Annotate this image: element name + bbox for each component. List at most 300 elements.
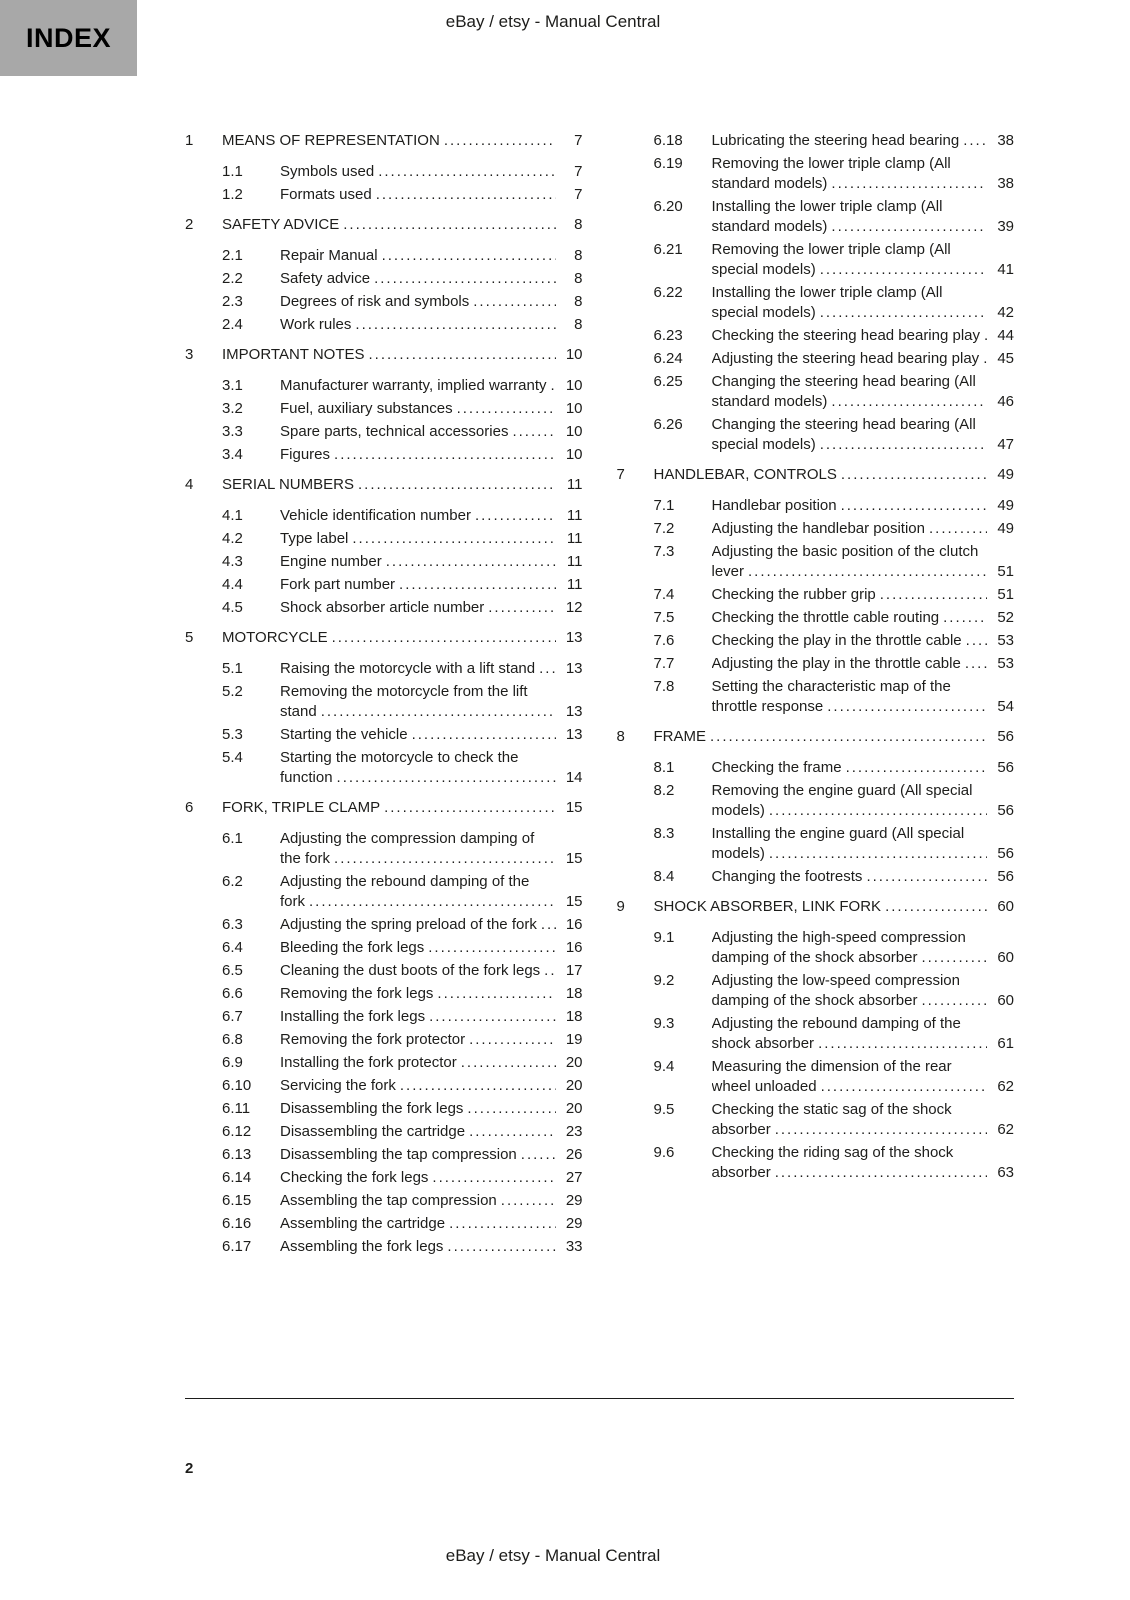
dot-leader: [354, 475, 556, 495]
toc-entry-title-text: FRAME: [653, 728, 706, 745]
toc-entry-page: 29: [565, 1192, 583, 1209]
toc-entry-title-text: Adjusting the spring preload of the fork: [280, 916, 537, 933]
dot-leader: [378, 246, 556, 266]
toc-entry: [185, 725, 583, 745]
dot-leader: [328, 628, 556, 648]
dot-leader: [305, 892, 555, 912]
toc-entry-number: 6.21: [653, 241, 683, 258]
toc-entry-number: 6.10: [222, 1077, 252, 1094]
toc-entry-row: [280, 1168, 583, 1188]
toc-entry-title: [280, 1122, 556, 1142]
dot-leader: [842, 758, 987, 778]
toc-entry: [617, 1014, 1015, 1054]
toc-entry-title-text: Adjusting the compression damping of the fork: [280, 830, 535, 867]
toc-entry-title: [712, 372, 988, 412]
toc-entry-row: [712, 131, 1015, 151]
toc-entry-number: 6.19: [653, 155, 683, 172]
dot-leader: [382, 552, 556, 572]
toc-entry-row: [280, 269, 583, 289]
toc-entry-row: [280, 529, 583, 549]
toc-entry-number: 2.2: [222, 270, 243, 287]
dot-leader: [817, 1077, 987, 1097]
toc-entry-title-text: Assembling the fork legs: [280, 1238, 444, 1255]
toc-entry: [617, 1100, 1015, 1140]
toc-entry: [617, 608, 1015, 628]
dot-leader: [744, 562, 987, 582]
toc-entry-page: 8: [574, 270, 583, 287]
toc-entry: [185, 938, 583, 958]
toc-entry-title-text: Work rules: [280, 316, 352, 333]
toc-entry-row: [280, 1076, 583, 1096]
toc-entry-number: 6.14: [222, 1169, 252, 1186]
toc-entry-page: 8: [574, 293, 583, 310]
toc-entry: [617, 519, 1015, 539]
toc-entry-title: [280, 506, 556, 526]
toc-entry-title: [712, 1014, 988, 1054]
toc-entry-row: [280, 376, 583, 396]
toc-entry-page: 20: [565, 1077, 583, 1094]
toc-entry-number: 7.6: [653, 632, 675, 649]
toc-entry-title: [222, 215, 556, 235]
toc-entry-title-text: Raising the motorcycle with a lift stand: [280, 660, 536, 677]
toc-entry: [185, 131, 583, 151]
toc-entry-title-text: Removing the engine guard (All special models): [711, 782, 973, 819]
toc-entry-title-text: Safety advice: [280, 270, 371, 287]
dot-leader: [330, 849, 555, 869]
toc-entry: [185, 1214, 583, 1234]
toc-entry-row: [280, 552, 583, 572]
toc-entry-title: [280, 659, 556, 679]
toc-entry-title-text: Cleaning the dust boots of the fork legs: [280, 962, 541, 979]
toc-entry: [185, 376, 583, 396]
toc-entry: [185, 292, 583, 312]
toc-entry-row: [280, 506, 583, 526]
toc-entry-number: 6.8: [222, 1031, 243, 1048]
toc-entry-page: 13: [565, 726, 583, 743]
dot-leader: [443, 1237, 555, 1257]
toc-entry-number: 6.16: [222, 1215, 252, 1232]
toc-entry-row: [712, 928, 1015, 968]
toc-entry-number: 2.3: [222, 293, 243, 310]
toc-entry-title: [654, 727, 988, 747]
dot-leader: [372, 185, 556, 205]
toc-entry: [185, 475, 583, 495]
toc-entry-title: [712, 1057, 988, 1097]
toc-entry-number: 6.22: [653, 284, 683, 301]
toc-entry-number: 6.6: [222, 985, 243, 1002]
dot-leader: [535, 659, 555, 679]
toc-entry-page: 56: [997, 868, 1014, 885]
toc-entry-number: 7.5: [653, 609, 675, 626]
toc-entry-row: [280, 162, 583, 182]
toc-entry: [185, 1053, 583, 1073]
toc-entry: [185, 682, 583, 722]
toc-entry-title-text: HANDLEBAR, CONTROLS: [653, 466, 837, 483]
toc-entry-number: 7.1: [653, 497, 675, 514]
toc-entry-title: [712, 971, 988, 1011]
toc-entry: [185, 659, 583, 679]
toc-entry-row: [712, 1143, 1015, 1183]
toc-entry-title: [712, 585, 988, 605]
toc-entry-number: 6.13: [222, 1146, 252, 1163]
toc-entry-page: 42: [997, 304, 1014, 321]
toc-entry-title-text: Removing the lower triple clamp (All standard models): [711, 155, 951, 192]
dot-leader: [465, 1030, 555, 1050]
dot-leader: [395, 575, 555, 595]
toc-entry-title-text: MOTORCYCLE: [222, 629, 328, 646]
toc-entry-title: [712, 326, 988, 346]
toc-entry-title-text: FORK, TRIPLE CLAMP: [222, 799, 381, 816]
toc-entry-title-text: Changing the steering head bearing (All special models): [711, 416, 976, 453]
footer-divider: [185, 1398, 1014, 1399]
toc-entry-page: 11: [566, 476, 583, 493]
toc-entry-page: 60: [997, 992, 1014, 1009]
toc-entry-page: 19: [565, 1031, 583, 1048]
toc-entry-row: [654, 727, 1015, 747]
toc-entry-page: 16: [565, 939, 583, 956]
dot-leader: [816, 435, 987, 455]
toc-entry-row: [280, 1099, 583, 1119]
page-number: 2: [185, 1460, 194, 1477]
toc-entry-number: 5.4: [222, 749, 243, 766]
toc-entry-page: 60: [997, 949, 1014, 966]
dot-leader: [816, 303, 987, 323]
toc-entry: [185, 162, 583, 182]
page-footer-title: eBay / etsy - Manual Central: [445, 1546, 661, 1565]
toc-entry-page: 20: [565, 1100, 583, 1117]
toc-entry-title: [280, 1053, 556, 1073]
page-header-title: eBay / etsy - Manual Central: [445, 12, 661, 31]
toc-entry-page: 7: [574, 163, 583, 180]
toc-entry-title-text: Assembling the cartridge: [280, 1215, 446, 1232]
toc-entry-number: 6.5: [222, 962, 243, 979]
toc-entry-title-text: Removing the lower triple clamp (All special models): [711, 241, 951, 278]
toc-entry-title-text: Figures: [280, 446, 331, 463]
toc-entry-row: [712, 867, 1015, 887]
toc-entry-title-text: Starting the vehicle: [280, 726, 408, 743]
toc-entry-number: 4.1: [222, 507, 243, 524]
toc-entry-number: 6.18: [653, 132, 683, 149]
toc-entry: [185, 345, 583, 365]
toc-entry-title: [280, 961, 556, 981]
toc-entry-number: 8.3: [653, 825, 675, 842]
dot-leader: [471, 506, 556, 526]
toc-entry-page: 62: [997, 1078, 1014, 1095]
toc-entry: [617, 631, 1015, 651]
toc-entry-page: 49: [997, 466, 1014, 483]
toc-entry: [617, 326, 1015, 346]
toc-entry-row: [280, 1053, 583, 1073]
toc-entry-title-text: Adjusting the play in the throttle cable: [711, 655, 961, 672]
toc-entry: [617, 131, 1015, 151]
toc-entry-page: 10: [565, 377, 583, 394]
dot-leader: [317, 702, 556, 722]
toc-entry-title: [280, 376, 556, 396]
toc-entry-row: [222, 345, 583, 365]
toc-entry-page: 56: [997, 759, 1014, 776]
toc-entry-title: [280, 1030, 556, 1050]
toc-entry-page: 8: [574, 247, 583, 264]
toc-entry-page: 51: [997, 563, 1014, 580]
toc-entry-page: 62: [997, 1121, 1014, 1138]
toc-entry-title-text: Fork part number: [280, 576, 396, 593]
toc-entry-title: [222, 345, 556, 365]
toc-entry: [185, 246, 583, 266]
dot-leader: [765, 801, 987, 821]
toc-entry-page: 11: [566, 553, 583, 570]
toc-entry-row: [712, 349, 1015, 369]
toc-entry: [617, 654, 1015, 674]
toc-entry: [185, 506, 583, 526]
toc-entry-page: 46: [997, 393, 1014, 410]
toc-entry-page: 15: [565, 850, 583, 867]
toc-entry-page: 41: [997, 261, 1014, 278]
dot-leader: [330, 445, 555, 465]
toc-entry: [617, 415, 1015, 455]
toc-entry-title-text: Removing the fork protector: [280, 1031, 466, 1048]
dot-leader: [425, 1007, 555, 1027]
dot-leader: [837, 496, 987, 516]
toc-entry-title-text: Installing the fork legs: [280, 1008, 426, 1025]
toc-entry-title: [280, 1076, 556, 1096]
toc-entry-number: 6.3: [222, 916, 243, 933]
toc-entry-number: 2.1: [222, 247, 243, 264]
toc-entry-title-text: Adjusting the high-speed compression damping of the shock absorber: [711, 929, 966, 966]
toc-entry-title-text: Type label: [280, 530, 349, 547]
toc-entry: [617, 727, 1015, 747]
toc-entry-page: 13: [565, 629, 583, 646]
toc-entry: [617, 928, 1015, 968]
toc-entry-title: [280, 292, 556, 312]
toc-entry-title: [280, 315, 556, 335]
toc-entry-row: [712, 585, 1015, 605]
dot-leader: [816, 260, 987, 280]
toc-entry-number: 6.15: [222, 1192, 252, 1209]
dot-leader: [484, 598, 555, 618]
toc-entry-title: [712, 197, 988, 237]
toc-entry-number: 5.3: [222, 726, 243, 743]
toc-entry-row: [280, 1145, 583, 1165]
toc-entry-number: 6.17: [222, 1238, 252, 1255]
toc-entry-title-text: Symbols used: [280, 163, 375, 180]
toc-entry-row: [280, 185, 583, 205]
toc-entry-title: [280, 575, 556, 595]
toc-entry-row: [712, 608, 1015, 628]
toc-entry: [185, 872, 583, 912]
toc-entry-row: [280, 246, 583, 266]
toc-entry-title: [222, 628, 556, 648]
toc-entry-page: 27: [565, 1169, 583, 1186]
dot-leader: [396, 1076, 556, 1096]
dot-leader: [517, 1145, 556, 1165]
toc-entry: [617, 971, 1015, 1011]
dot-leader: [961, 654, 987, 674]
toc-entry-title: [280, 246, 556, 266]
toc-entry-number: 3: [185, 346, 194, 363]
toc-entry-number: 7: [616, 466, 625, 483]
toc-entry-row: [280, 315, 583, 335]
toc-entry-page: 45: [997, 350, 1014, 367]
dot-leader: [428, 1168, 555, 1188]
toc-entry-title: [280, 598, 556, 618]
toc-entry-page: 10: [565, 446, 583, 463]
toc-entry-title-text: Starting the motorcycle to check the function: [280, 749, 519, 786]
toc-entry-number: 4: [185, 476, 194, 493]
toc-entry-row: [712, 283, 1015, 323]
toc-entry-title: [280, 422, 556, 442]
toc-entry: [185, 961, 583, 981]
toc-entry: [185, 915, 583, 935]
toc-entry-title: [280, 1099, 556, 1119]
toc-entry-row: [280, 1214, 583, 1234]
dot-leader: [771, 1120, 987, 1140]
toc-entry-title-text: SHOCK ABSORBER, LINK FORK: [653, 898, 882, 915]
toc-entry-row: [712, 824, 1015, 864]
toc-entry-title: [712, 758, 988, 778]
toc-entry-number: 6.26: [653, 416, 683, 433]
toc-entry-row: [280, 1191, 583, 1211]
toc-entry-row: [712, 1014, 1015, 1054]
toc-entry-row: [712, 542, 1015, 582]
toc-entry: [617, 197, 1015, 237]
toc-entry-number: 6.1: [222, 830, 243, 847]
toc-entry-number: 3.4: [222, 446, 243, 463]
toc-entry-row: [712, 654, 1015, 674]
toc-entry-title: [280, 185, 556, 205]
toc-entry: [185, 445, 583, 465]
toc-entry-title-text: Adjusting the handlebar position: [711, 520, 925, 537]
toc-entry-row: [222, 215, 583, 235]
toc-entry-row: [712, 781, 1015, 821]
toc-entry-title: [654, 897, 988, 917]
toc-entry-title: [712, 240, 988, 280]
toc-entry: [185, 598, 583, 618]
toc-entry-title-text: Repair Manual: [280, 247, 378, 264]
toc-entry-title: [712, 154, 988, 194]
toc-entry-page: 56: [997, 845, 1014, 862]
toc-entry-row: [280, 445, 583, 465]
toc-entry-page: 13: [565, 703, 583, 720]
dot-leader: [706, 727, 987, 747]
dot-leader: [939, 608, 987, 628]
toc-entry-page: 26: [565, 1146, 583, 1163]
toc-entry-page: 51: [997, 586, 1014, 603]
toc-entry-title-text: Removing the fork legs: [280, 985, 434, 1002]
toc-entry-row: [280, 872, 583, 912]
toc-entry-title-text: Installing the lower triple clamp (All special models): [711, 284, 943, 321]
toc-entry-number: 8.4: [653, 868, 675, 885]
toc-entry: [617, 496, 1015, 516]
toc-entry-title-text: Removing the motorcycle from the lift stand: [280, 683, 528, 720]
toc-entry-page: 13: [565, 660, 583, 677]
toc-entry-title-text: Installing the fork protector: [280, 1054, 457, 1071]
toc-entry: [617, 758, 1015, 778]
toc-entry-page: 53: [997, 655, 1014, 672]
toc-entry-title: [712, 867, 988, 887]
toc-entry-title: [280, 1214, 556, 1234]
dot-leader: [837, 465, 987, 485]
toc-entry-row: [280, 659, 583, 679]
toc-entry-row: [654, 897, 1015, 917]
toc-entry-number: 6.12: [222, 1123, 252, 1140]
toc-entry-row: [280, 725, 583, 745]
toc-entry-title-text: IMPORTANT NOTES: [222, 346, 365, 363]
toc-entry: [617, 283, 1015, 323]
toc-entry-row: [280, 961, 583, 981]
dot-leader: [351, 315, 555, 335]
toc-entry: [185, 1191, 583, 1211]
toc-entry-page: 7: [574, 132, 583, 149]
toc-entry: [185, 1007, 583, 1027]
toc-entry: [617, 372, 1015, 412]
toc-entry-number: 4.4: [222, 576, 243, 593]
toc-entry-number: 1.2: [222, 186, 243, 203]
toc-entry-number: 9.6: [653, 1144, 675, 1161]
toc-entry-title-text: Checking the fork legs: [280, 1169, 429, 1186]
toc-entry-number: 6.9: [222, 1054, 243, 1071]
toc-entry-page: 20: [565, 1054, 583, 1071]
toc-entry: [185, 315, 583, 335]
toc-entry-page: 53: [997, 632, 1014, 649]
toc-entry-number: 9.2: [653, 972, 675, 989]
toc-entry-number: 1.1: [222, 163, 243, 180]
toc-entry-page: 10: [565, 400, 583, 417]
dot-leader: [881, 897, 987, 917]
toc-entry-title-text: Degrees of risk and symbols: [280, 293, 470, 310]
toc-entry: [185, 575, 583, 595]
toc-entry-number: 6.2: [222, 873, 243, 890]
toc-entry: [185, 798, 583, 818]
toc-entry-row: [280, 829, 583, 869]
toc-entry-page: 16: [565, 916, 583, 933]
toc-entry-title: [280, 552, 556, 572]
toc-entry: [185, 529, 583, 549]
toc-entry-title-text: MEANS OF REPRESENTATION: [222, 132, 440, 149]
toc-entry-row: [280, 915, 583, 935]
toc-entry-number: 3.1: [222, 377, 243, 394]
toc-entry: [185, 829, 583, 869]
toc-entry-row: [712, 1100, 1015, 1140]
toc-entry: [185, 748, 583, 788]
toc-entry-number: 9.5: [653, 1101, 675, 1118]
toc-entry-title: [222, 131, 556, 151]
dot-leader: [445, 1214, 555, 1234]
toc-entry-number: 7.7: [653, 655, 675, 672]
toc-entry-title: [712, 631, 988, 651]
toc-entry-row: [222, 131, 583, 151]
toc-entry-row: [712, 971, 1015, 1011]
toc-entry-title-text: Adjusting the rebound damping of the fork: [280, 873, 530, 910]
toc-entry-row: [280, 748, 583, 788]
dot-leader: [374, 162, 555, 182]
toc-entry-number: 3.2: [222, 400, 243, 417]
toc-entry-row: [280, 938, 583, 958]
toc-entry-row: [712, 415, 1015, 455]
toc-entry-number: 8.1: [653, 759, 675, 776]
dot-leader: [917, 991, 987, 1011]
toc-entry-page: 38: [997, 175, 1014, 192]
toc-entry: [185, 984, 583, 1004]
toc-entry-number: 9: [616, 898, 625, 915]
toc-entry-title: [712, 928, 988, 968]
dot-leader: [814, 1034, 987, 1054]
toc-entry-number: 6: [185, 799, 194, 816]
toc-entry-title: [280, 162, 556, 182]
toc-entry-number: 4.3: [222, 553, 243, 570]
toc-entry-page: 49: [997, 520, 1014, 537]
toc-entry-title-text: Disassembling the cartridge: [280, 1123, 466, 1140]
toc-entry-title-text: Adjusting the steering head bearing play: [711, 350, 980, 367]
